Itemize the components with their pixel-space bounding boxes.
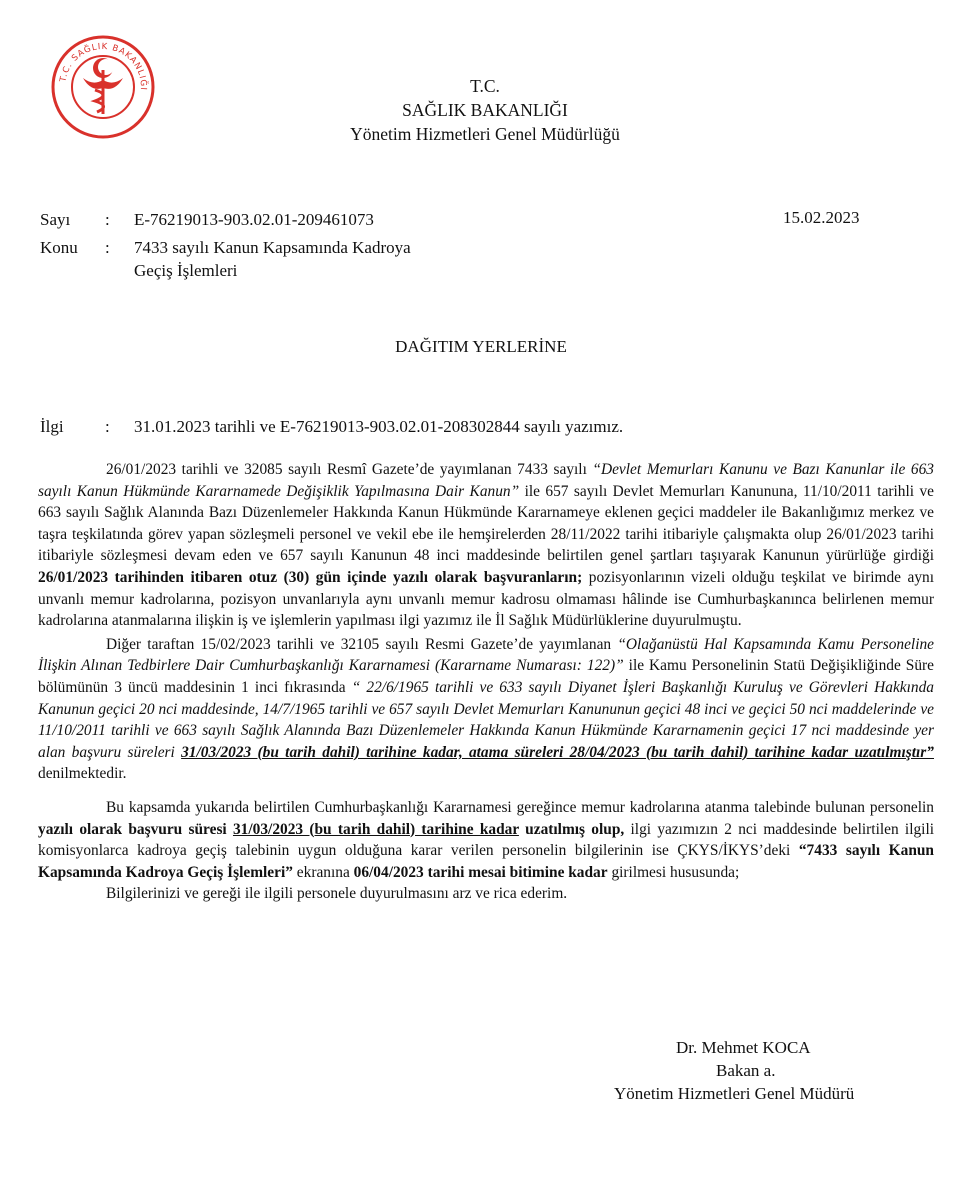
sayi-label: Sayı	[40, 210, 71, 229]
p1-law-title: “Devlet Memurları Kanunu ve Bazı Kanunlar ile 663 sayılı Kanun Hükmünde Kararnamede Değişiklik Yapılmasına Dair Kanun”	[38, 461, 934, 500]
p2-decree-title: “Olağanüstü Hal Kapsamında Kamu Personeline İlişkin Alınan Tedbirlere Dair Cumhurbaşkanlığı Kararnamesi (Kararname Numarası: 122)”	[38, 635, 934, 675]
p3-entry-deadline: 06/04/2023 tarihi mesai bitimine kadar	[353, 863, 608, 881]
p2-text: denilmektedir.	[38, 765, 127, 783]
p3-text: ilgi yazımızın 2 nci maddesinde belirtilen ilgili komisyonlarca kadroya geçiş talebinin uygun olduğuna karar verilen personelin bilgilerinin ise ÇKYS/İKYS’deki	[38, 820, 935, 860]
header-ministry: SAĞLIK BAKANLIĞI	[402, 100, 568, 120]
p3-text: Bu kapsamda yukarıda belirtilen Cumhurbaşkanlığı Kararnamesi gereğince memur kadrolarına atanma talebinde bulunan personelin	[106, 798, 934, 816]
document-date: 15.02.2023	[783, 208, 860, 227]
p1-text: ile 657 sayılı Devlet Memurları Kanununa, 11/10/2011 tarihli ve 663 sayılı Sağlık Alanında Bazı Düzenlemeler Hakkında Kanun Hükmünde Kararnameye eklenen geçici maddeler ile Bakanlığımız merkez ve taşra teşkilatında görev yapan sözleşmeli personel ve vekil ebe ile hemşirelerden 28/11/2022 tarihi itibariyle çalışmakta olup 26/01/2023 tarihi itibariyle sözleşmesi devam eden ve 657 sayılı Kanunun 48 inci maddesinde belirtilen genel şartları taşıyarak Kanunun yürürlüğe girdiği	[38, 482, 934, 565]
ministry-of-health-logo	[50, 34, 156, 140]
p2-extension: 31/03/2023 (bu tarih dahil) tarihine kadar, atama süreleri 28/04/2023 (bu tarih dahil) tarihine kadar uzatılmıştır”	[181, 743, 934, 761]
p2-text: Diğer taraftan 15/02/2023 tarihli ve 32105 sayılı Resmi Gazete’de yayımlanan	[106, 635, 618, 653]
colon: :	[105, 417, 110, 436]
p1-deadline: 26/01/2023 tarihinden itibaren otuz (30) gün içinde yazılı olarak başvuranların;	[38, 568, 583, 586]
signatory-name: Dr. Mehmet KOCA	[676, 1038, 811, 1057]
p1-text: pozisyonlarının vizeli olduğu teşkilat ve birimde aynı unvanlı memur kadrolarına, pozisyon unvanlarıyla aynı unvanlı memur kadrosu olmaması hâlinde ise Cumhurbaşkanınca belirlenen memur kadrolarına atanmalarına ilişkin iş ve işlemlerin yapılması ilgi yazımız ile İl Sağlık Müdürlüklerine duyurulmuştu.	[38, 568, 935, 630]
header-tc: T.C.	[470, 76, 500, 96]
signatory-role2: Yönetim Hizmetleri Genel Müdürü	[614, 1084, 855, 1103]
paragraph-2	[38, 634, 934, 785]
logo-ring-text: T.C. SAĞLIK BAKANLIĞI	[58, 41, 149, 92]
p3-screen-name: “7433 sayılı Kanun Kapsamında Kadroya Geçiş İşlemleri”	[38, 842, 934, 881]
p3-deadline: 31/03/2023 (bu tarih dahil) tarihine kadar	[232, 820, 519, 838]
p1-text: 26/01/2023 tarihli ve 32085 sayılı Resmî Gazete’de yayımlanan 7433 sayılı	[106, 461, 593, 478]
distribution-heading: DAĞITIM YERLERİNE	[395, 337, 567, 356]
paragraph-4: Bilgilerinizi ve gereği ile ilgili personele duyurulmasını arz ve rica ederim.	[106, 885, 568, 903]
konu-line2: Geçiş İşlemleri	[134, 261, 238, 280]
colon: :	[105, 238, 110, 257]
p3-text: girilmesi hususunda;	[607, 863, 740, 881]
konu-label: Konu	[40, 238, 78, 257]
ilgi-value: 31.01.2023 tarihli ve E-76219013-903.02.01-208302844 sayılı yazımız.	[134, 417, 624, 436]
sayi-value: E-76219013-903.02.01-209461073	[134, 210, 374, 229]
p3-bold: yazılı olarak başvuru süresi	[38, 820, 233, 838]
signatory-role1: Bakan a.	[716, 1061, 776, 1080]
konu-line1: 7433 sayılı Kanun Kapsamında Kadroya	[134, 238, 411, 257]
letterhead	[300, 74, 670, 146]
letter-body	[38, 459, 934, 905]
header-directorate: Yönetim Hizmetleri Genel Müdürlüğü	[350, 124, 620, 144]
paragraph-3	[38, 797, 934, 883]
p2-quote: “ 22/6/1965 tarihli ve 633 sayılı Diyanet İşleri Başkanlığı Kuruluş ve Görevleri Hakkında Kanunun geçici 20 nci maddesinde, 14/7/1965 tarihli ve 657 sayılı Devlet Memurları Kanununun geçici 48 inci ve geçici 50 nci maddelerinde ve 11/10/2011 tarihli ve 663 sayılı Sağlık Alanında Bazı Düzenlemeler Hakkında Kanun Hükmünde Kararnamenin geçici 17 nci maddesinde yer alan başvuru süreleri	[38, 678, 934, 761]
colon: :	[105, 210, 110, 229]
paragraph-1	[38, 459, 934, 632]
ilgi-label: İlgi	[40, 417, 64, 436]
p3-bold: uzatılmış olup,	[518, 820, 625, 838]
p2-text: ile Kamu Personelinin Statü Değişikliğinde Süre bölümünün 3 üncü maddesinin 1 inci fıkrasında	[38, 657, 934, 696]
p3-text: ekranına	[292, 863, 354, 881]
